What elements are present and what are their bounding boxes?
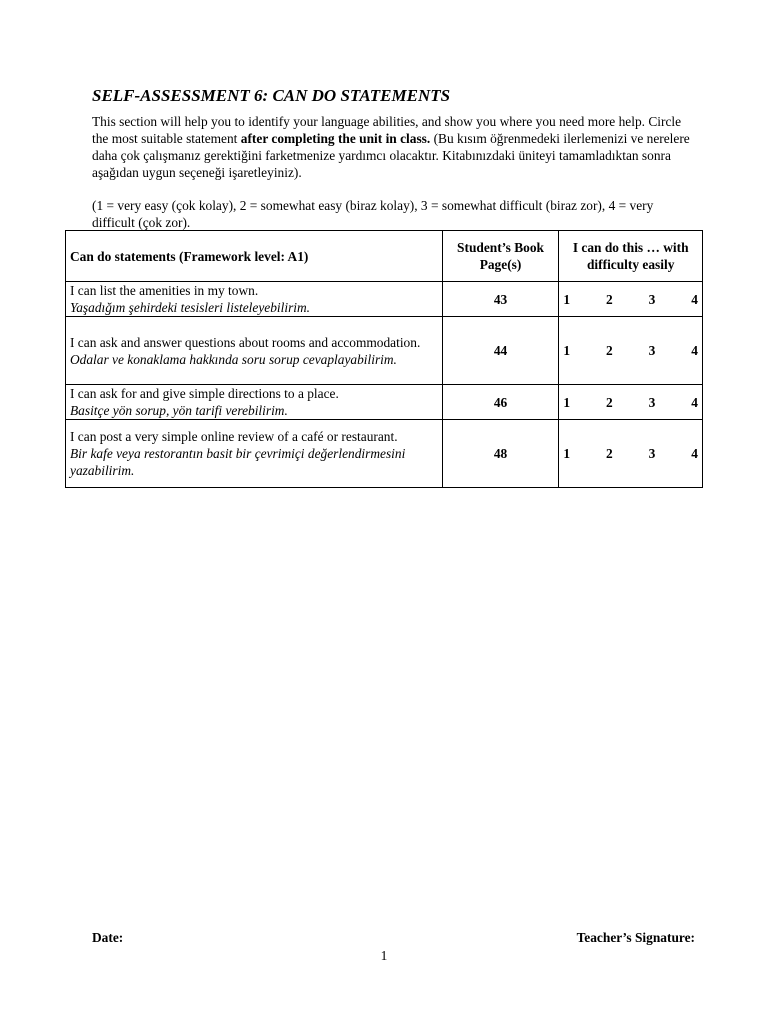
rating-cell [559,420,703,488]
rating-option-3[interactable]: 3 [648,343,656,358]
statement-cell [66,317,443,385]
header-statements: Can do statements (Framework level: A1) [66,231,443,282]
statement-turkish: Yaşadığım şehirdeki tesisleri listeleyebilirim. [70,300,311,315]
rating-option-4[interactable]: 4 [691,343,698,358]
table-row [66,385,703,420]
rating-option-1[interactable]: 1 [563,394,571,410]
intro-text-1: This section will help you to identify your language abilities, and show you where you need more help. Circle the most suitable statement [92,114,682,146]
intro-bold-text: after completing the unit in class. [240,131,431,146]
rating-cell [559,317,703,385]
can-do-table [65,230,703,488]
rating-cell [559,282,703,317]
intro-paragraph [92,113,692,181]
page-number: 1 [380,948,388,963]
statement-cell [66,420,443,488]
rating-option-3[interactable]: 3 [648,394,656,410]
rating-scale-legend: (1 = very easy (çok kolay), 2 = somewhat easy (biraz kolay), 3 = somewhat difficult (biraz zor), 4 = very difficult (çok zor). [92,198,654,230]
header-page: Student’s Book Page(s) [442,231,559,282]
rating-option-4[interactable]: 4 [691,446,698,461]
table-row [66,420,703,488]
rating-option-1[interactable]: 1 [563,291,571,307]
page-cell: 46 [442,385,559,420]
rating-option-3[interactable]: 3 [648,446,656,461]
rating-option-1[interactable]: 1 [563,343,571,358]
statement-english: I can list the amenities in my town. [70,283,259,298]
rating-option-2[interactable]: 2 [606,291,613,307]
statement-english: I can post a very simple online review of a café or restaurant. [70,429,398,444]
header-rating: I can do this … with difficulty easily [559,231,703,282]
page-title: SELF-ASSESSMENT 6: CAN DO STATEMENTS [92,86,451,105]
statement-turkish: Bir kafe veya restorantın basit bir çevrimiçi değerlendirmesini yazabilirim. [70,446,406,478]
rating-option-2[interactable]: 2 [606,394,613,410]
date-label: Date: [92,930,124,945]
rating-option-4[interactable]: 4 [691,291,698,307]
teacher-signature-label: Teacher’s Signature: [576,930,695,945]
statement-turkish: Basitçe yön sorup, yön tarifi verebilirim. [70,403,288,418]
rating-option-2[interactable]: 2 [606,446,613,461]
instructions [92,113,692,231]
table-row [66,282,703,317]
statement-turkish: Odalar ve konaklama hakkında soru sorup cevaplayabilirim. [70,351,397,367]
page-cell: 43 [442,282,559,317]
table-header-row [66,231,703,282]
statement-english: I can ask and answer questions about rooms and accommodation. [70,334,421,350]
page-cell: 44 [442,317,559,385]
rating-option-1[interactable]: 1 [563,446,571,461]
table-row [66,317,703,385]
rating-option-2[interactable]: 2 [606,343,613,358]
page-cell: 48 [442,420,559,488]
statement-cell [66,282,443,317]
rating-option-3[interactable]: 3 [648,291,656,307]
rating-cell [559,385,703,420]
intro-text-2: (Bu kısım öğrenmedeki ilerlemenizi ve nerelere daha çok çalışmanız gerektiğini farketmenize yardımcı olacaktır. Kitabınızdaki üniteyi tamamladıktan sonra aşağıdan uygun seçeneği işaretleyiniz). [92,131,690,180]
rating-option-4[interactable]: 4 [691,394,698,410]
statement-cell [66,385,443,420]
statement-english: I can ask for and give simple directions to a place. [70,386,339,401]
